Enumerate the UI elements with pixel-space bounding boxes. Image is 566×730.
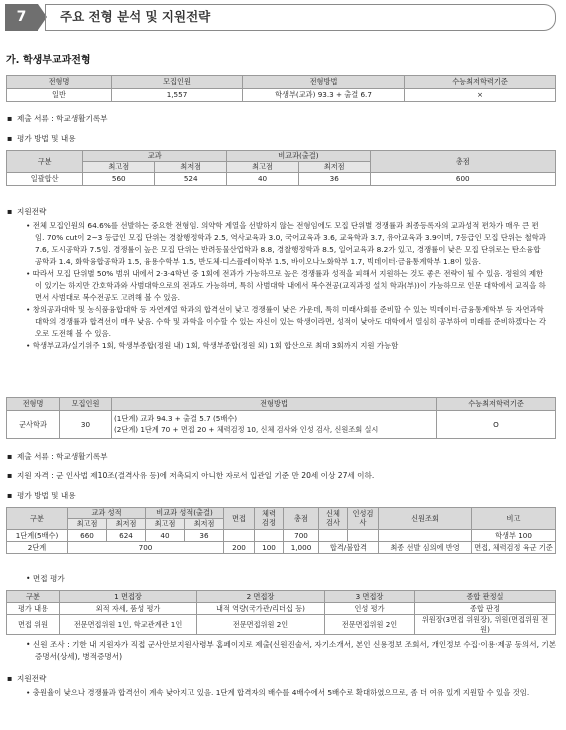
table-cell: 면접, 체력검정 육군 기준 xyxy=(472,542,556,554)
qualification-note: ▪ 지원 자격 : 군 인사법 제10조(결격사유 등)에 저촉되지 아니한 자로서 입관일 기준 만 20세 이상 27세 이하. xyxy=(17,471,374,481)
table-cell: 외적 자세, 품성 평가 xyxy=(60,603,197,615)
table-header: 신체 검사 xyxy=(319,508,348,530)
table-header: 인성검 사 xyxy=(348,508,379,530)
strategy-heading: ▪ 지원전략 xyxy=(17,207,46,217)
list-item: • 따라서 모집 단위별 50% 범위 내에서 2·3·4학년 중 1회에 전과가 가능하므로 높은 경쟁률과 성적을 피해서 지원하는 것도 좋은 전략이 될 수 있음. 정원의 제한이 있기는 하지만 간호학과와 사범대학으로의 전과도 가능하며, 특히 사범대학 내에서 복수전공(교직과정 설치 학과(부))이 가능하므로 인문 대학에서 교직을 하면서 사범대로 복수전공도 고려해 볼 수 있음. xyxy=(26,268,546,304)
table-header: 총점 xyxy=(284,508,319,530)
table-cell: 30 xyxy=(60,411,112,439)
table-header: 수능최저학력기준 xyxy=(405,76,556,89)
table-cell: 624 xyxy=(107,530,146,542)
table-header: 최고점 xyxy=(83,162,155,173)
table-cell: 합격/불합격 xyxy=(319,542,379,554)
id-check-text: 신원 조사 : 기한 내 지원자가 직접 군사안보지원사령부 홈페이지로 제출(신원진술서, 자기소개서, 본인 신용정보 조회서, 개인정보 수집·이용·제공 동의서, 기본증명서(상세), 병적증명서) xyxy=(32,640,557,662)
table-cell: 최종 선발 심의에 반영 xyxy=(379,542,472,554)
table-cell: 학생부 100 xyxy=(472,530,556,542)
table-cell: 700 xyxy=(284,530,319,542)
list-item: • 충원율이 낮으나 경쟁률과 합격선이 계속 낮아지고 있음. 1단계 합격자의 배수를 4배수에서 5배수로 확대하였으므로, 좀 더 여유 있게 지원할 수 있을 것임. xyxy=(26,687,546,699)
table-cell: 1,000 xyxy=(284,542,319,554)
table-header: 전형방법 xyxy=(243,76,405,89)
table-cell: 면접 위원 xyxy=(7,615,60,635)
table-cell: 종합 판정 xyxy=(415,603,556,615)
table-header: 3 면접장 xyxy=(325,591,415,603)
strategy-list-1 xyxy=(26,220,546,352)
method-cell xyxy=(112,411,437,439)
section-header xyxy=(5,4,556,31)
table-cell xyxy=(348,530,379,542)
table-cell: 40 xyxy=(227,173,299,186)
table-header: 신원조회 xyxy=(379,508,472,530)
table-cell: 524 xyxy=(155,173,227,186)
table-header: 전형명 xyxy=(7,398,60,411)
admission-table-1 xyxy=(6,75,556,102)
table-header: 총점 xyxy=(370,151,555,173)
section-title: 주요 전형 분석 및 지원전략 xyxy=(45,4,556,31)
table-header: 수능최저학력기준 xyxy=(437,398,556,411)
list-item: • 학생부교과/실기위주 1회, 학생부종합(정원 내) 1회, 학생부종합(정원 외) 1회 합산으로 최대 3회까지 지원 가능함 xyxy=(26,340,546,352)
documents-note: ▪ 제출 서류 : 학교생활기록부 xyxy=(17,114,108,124)
evaluation-heading: ▪ 평가 방법 및 내용 xyxy=(17,134,76,144)
table-header: 구분 xyxy=(7,151,83,173)
table-header: 면접 xyxy=(224,508,255,530)
table-header: 비교과 성적(출결) xyxy=(146,508,224,519)
table-cell: 인성 평가 xyxy=(325,603,415,615)
table-header: 최고점 xyxy=(227,162,299,173)
score-table-2 xyxy=(6,507,556,554)
table-header: 비고 xyxy=(472,508,556,530)
table-cell: 1단계(5배수) xyxy=(7,530,68,542)
table-cell: 일반 xyxy=(7,89,112,102)
table-cell: O xyxy=(437,411,556,439)
table-header: 최저점 xyxy=(185,519,224,530)
table-cell: × xyxy=(405,89,556,102)
method-line: (1단계) 교과 94.3 + 출결 5.7 (5배수) xyxy=(114,413,238,423)
method-line: (2단계) 1단계 70 + 면접 20 + 체력검정 10, 신체 검사와 인성 검사, 신원조회 실시 xyxy=(114,424,379,434)
table-cell: 1,557 xyxy=(112,89,243,102)
table-header: 종합 판정실 xyxy=(415,591,556,603)
section-number: 7 xyxy=(5,4,38,31)
table-header: 모집인원 xyxy=(60,398,112,411)
interview-heading-text: 면접 평가 xyxy=(32,574,65,583)
table-header: 전형방법 xyxy=(112,398,437,411)
table-cell: 660 xyxy=(68,530,107,542)
table-header: 교과 xyxy=(83,151,227,162)
table-header: 모집인원 xyxy=(112,76,243,89)
table-cell: 100 xyxy=(255,542,284,554)
table-cell: 평가 내용 xyxy=(7,603,60,615)
table-cell: 전문면접위원 1인, 학교관계관 1인 xyxy=(60,615,197,635)
table-cell: 내적 역량(국가관/리더십 등) xyxy=(197,603,325,615)
table-header: 최저점 xyxy=(107,519,146,530)
strategy-heading: ▪ 지원전략 xyxy=(17,674,46,684)
table-cell: 560 xyxy=(83,173,155,186)
table-cell: 학생부(교과) 93.3 + 출결 6.7 xyxy=(243,89,405,102)
table-cell: 일괄합산 xyxy=(7,173,83,186)
list-item: • 전체 모집인원의 64.6%를 선발하는 중요한 전형임. 의약학 계열을 선발하지 않는 전형임에도 모집 단위별 경쟁률과 최종등록자의 교과성적 편차가 매우 큰 편임. 70% cut이 2~3 등급인 모집 단위는 경찰행정학과 2.5, 역사교육과 3.0, 국어교육과 3.6, 교육학과 3.7, 유아교육과 3.9이며, 7등급인 모집 단위는 철학과 7.6, 도시공학과 7.5임. 경쟁률이 높은 모집 단위는 반려동물산업학과 8.8, 경찰행정학과 8.5, 일어교육과 8.2가 있고, 경쟁률이 낮은 모집 단위로는 탄소융합공학과 1.4, 화학융합공학과 1.5, 융용수학부 1.5, 반도체·디스플레이학부 1.5, 바이오나노화학부 1.7, 빅데이터·금융통계학부 1.8이 있음. xyxy=(26,220,546,268)
table-cell: 36 xyxy=(298,173,370,186)
table-cell: 40 xyxy=(146,530,185,542)
table-header: 비교과(출결) xyxy=(227,151,370,162)
table-header: 1 면접장 xyxy=(60,591,197,603)
evaluation-heading: ▪ 평가 방법 및 내용 xyxy=(17,491,76,501)
interview-table xyxy=(6,590,556,635)
strategy-list-2 xyxy=(26,687,546,699)
table-cell xyxy=(224,530,255,542)
table-header: 최저점 xyxy=(298,162,370,173)
table-cell: 위원장(3면접 위원장), 위원(면접위원 전원) xyxy=(415,615,556,635)
table-header: 구분 xyxy=(7,508,68,530)
table-header: 최저점 xyxy=(155,162,227,173)
table-header: 전형명 xyxy=(7,76,112,89)
table-header: 최고점 xyxy=(68,519,107,530)
table-cell: 36 xyxy=(185,530,224,542)
table-cell: 600 xyxy=(370,173,555,186)
table-cell: 전문면접위원 2인 xyxy=(325,615,415,635)
table-cell: 2단계 xyxy=(7,542,68,554)
score-table-1 xyxy=(6,150,556,186)
table-header: 최고점 xyxy=(146,519,185,530)
list-item: • 창의공과대학 및 농식품융합대학 등 자연계열 학과의 합격선이 낮고 경쟁률이 낮은 가운데, 특히 미래사회를 준비할 수 있는 빅데이터·금융통계학부 등 자연과학대학의 경쟁률과 합격선이 매우 낮음. 수학 및 과학을 이수할 수 있는 자신이 있는 학생이라면, 성적이 낮아도 대학에서 열심히 공부하여 미래를 준비하겠다는 각오로 도전해 볼 수 있음. xyxy=(26,304,546,340)
table-cell: 200 xyxy=(224,542,255,554)
table-cell: 전문면접위원 2인 xyxy=(197,615,325,635)
table-cell xyxy=(255,530,284,542)
id-check-note: • 신원 조사 : 기한 내 지원자가 직접 군사안보지원사령부 홈페이지로 제출(신원진술서, 자기소개서, 본인 신용정보 조회서, 개인정보 수집·이용·제공 동의서, 기본증명서(상세), 병적증명서) xyxy=(26,640,557,662)
table-header: 체력 검정 xyxy=(255,508,284,530)
documents-note: ▪ 제출 서류 : 학교생활기록부 xyxy=(17,452,108,462)
table-header: 2 면접장 xyxy=(197,591,325,603)
table-cell: 700 xyxy=(68,542,224,554)
table-header: 교과 성적 xyxy=(68,508,146,519)
interview-heading: • 면접 평가 xyxy=(26,574,65,583)
table-cell xyxy=(379,530,472,542)
table-cell: 군사학과 xyxy=(7,411,60,439)
table-header: 구분 xyxy=(7,591,60,603)
table-cell xyxy=(319,530,348,542)
admission-table-2 xyxy=(6,397,556,439)
subsection-title: 가. 학생부교과전형 xyxy=(6,55,91,66)
